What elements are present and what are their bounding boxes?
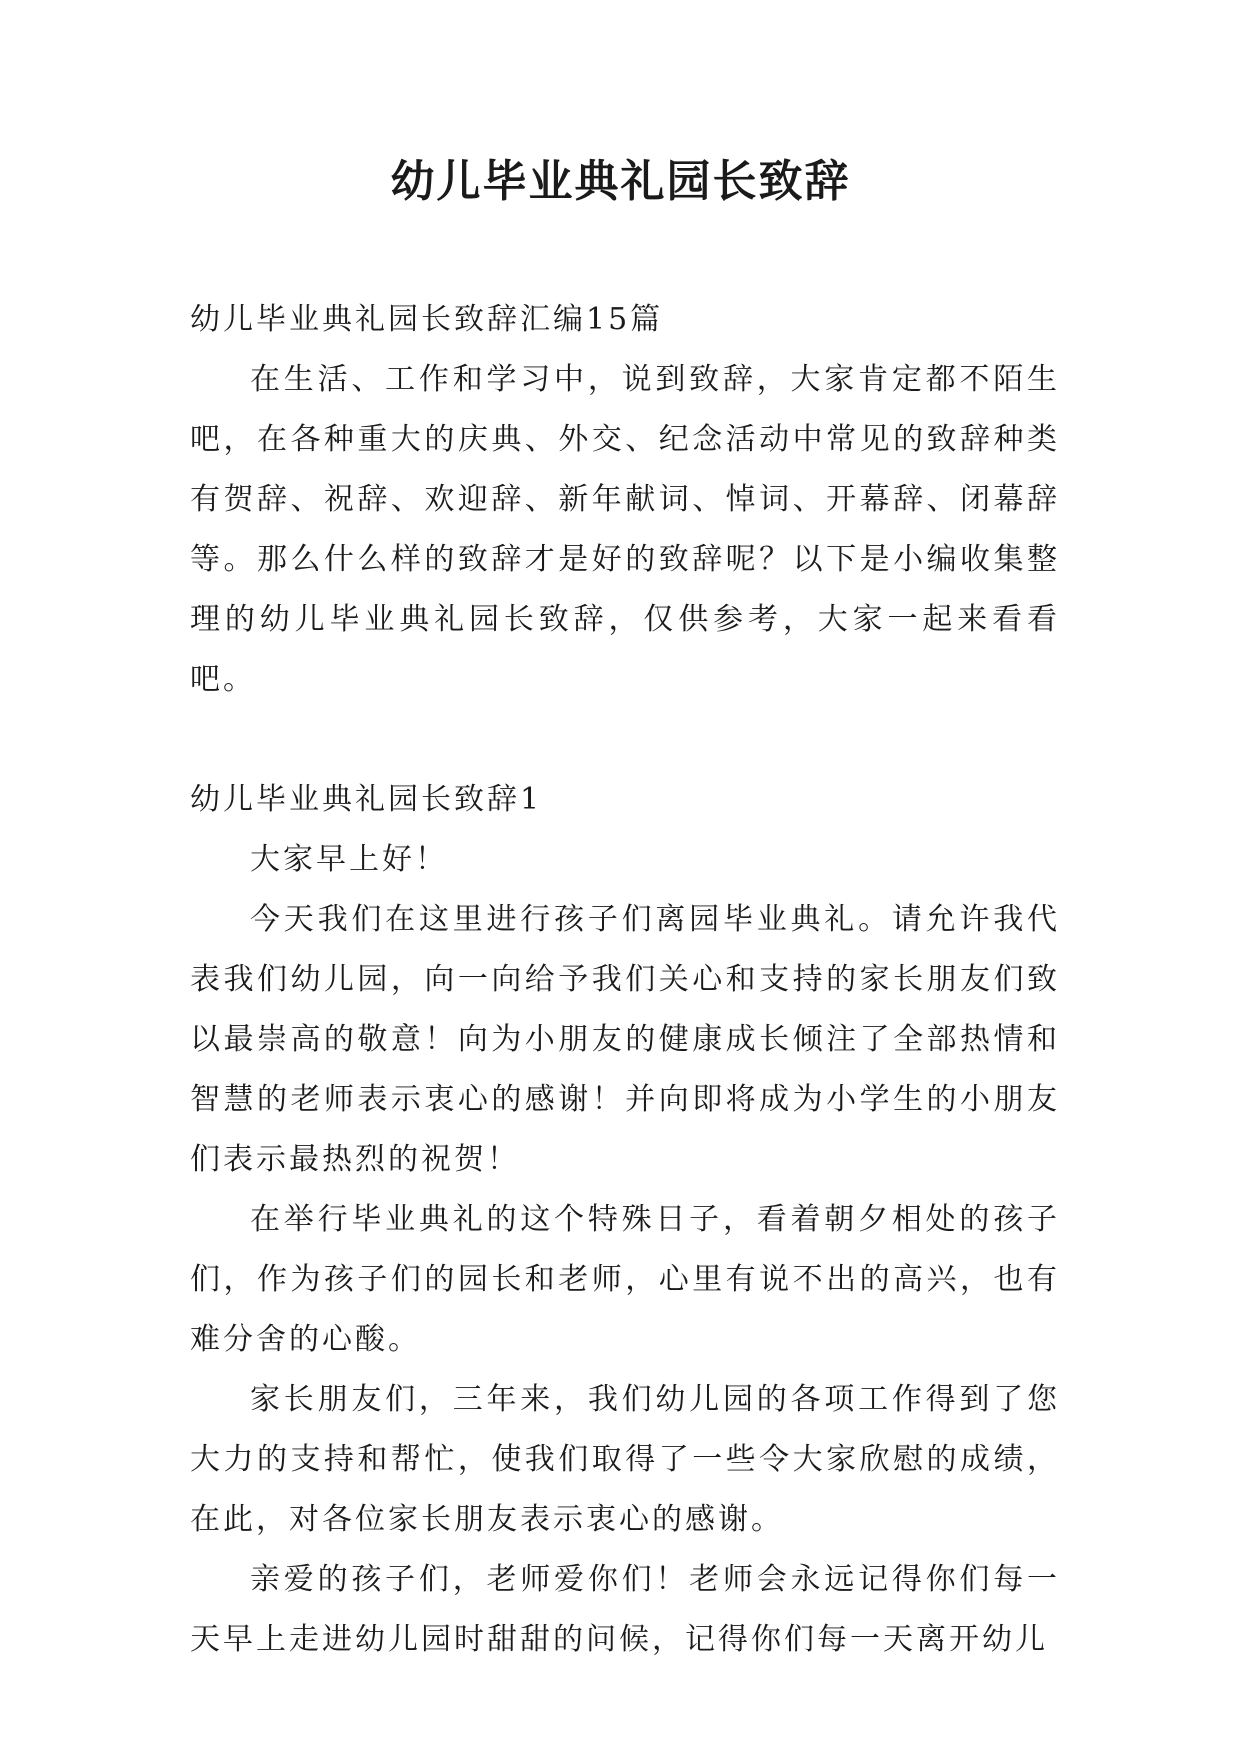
- body-paragraph: 在举行毕业典礼的这个特殊日子，看着朝夕相处的孩子们，作为孩子们的园长和老师，心里有说不出的高兴，也有难分舍的心酸。: [190, 1202, 1060, 1357]
- body-paragraph: 今天我们在这里进行孩子们离园毕业典礼。请允许我代表我们幼儿园，向一向给予我们关心和支持的家长朋友们致以最崇高的敬意！向为小朋友的健康成长倾注了全部热情和智慧的老师表示衷心的感谢！并向即将成为小学生的小朋友们表示最热烈的祝贺！: [190, 902, 1060, 1177]
- body-paragraph: 家长朋友们，三年来，我们幼儿园的各项工作得到了您大力的支持和帮忙，使我们取得了一些令大家欣慰的成绩，在此，对各位家长朋友表示衷心的感谢。: [190, 1382, 1060, 1537]
- section-heading: 幼儿毕业典礼园长致辞1: [190, 782, 543, 817]
- page-title: 幼儿毕业典礼园长致辞: [390, 156, 851, 207]
- document-body: [190, 290, 1060, 1670]
- intro-paragraph: 在生活、工作和学习中，说到致辞，大家肯定都不陌生吧，在各种重大的庆典、外交、纪念活动中常见的致辞种类有贺辞、祝辞、欢迎辞、新年献词、悼词、开幕辞、闭幕辞等。那么什么样的致辞才是好的致辞呢？以下是小编收集整理的幼儿毕业典礼园长致辞，仅供参考，大家一起来看看吧。: [190, 362, 1060, 697]
- greeting-paragraph: 大家早上好！: [250, 842, 448, 877]
- collection-heading: 幼儿毕业典礼园长致辞汇编15篇: [190, 302, 664, 337]
- body-paragraph: 亲爱的孩子们，老师爱你们！老师会永远记得你们每一天早上走进幼儿园时甜甜的问候，记得你们每一天离开幼儿: [190, 1562, 1060, 1657]
